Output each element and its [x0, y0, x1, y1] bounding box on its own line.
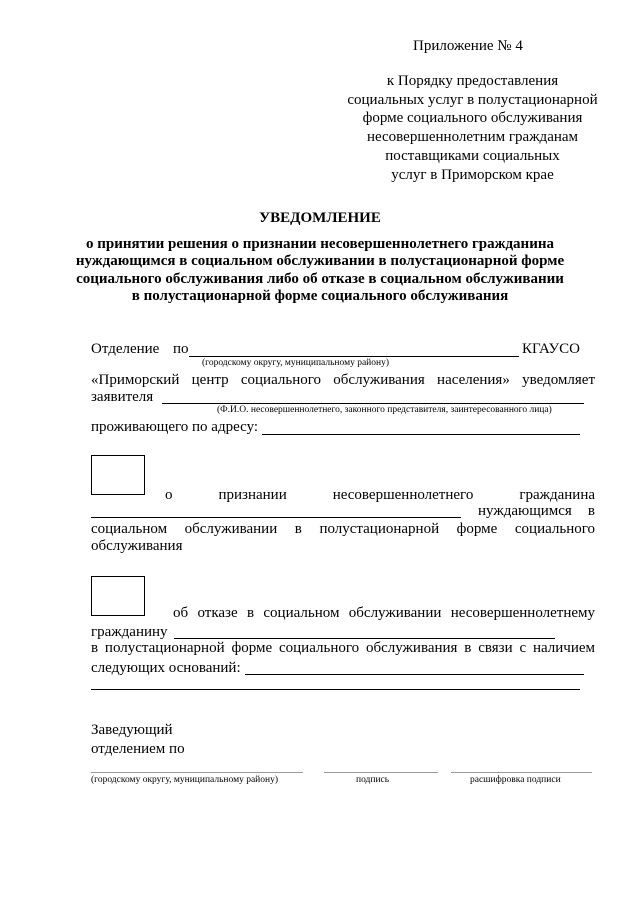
refuse-word: об	[173, 605, 189, 621]
reference-line: несовершеннолетним гражданам	[366, 129, 579, 146]
recognize-line-4: обслуживания	[91, 538, 183, 554]
refuse-word: несовершеннолетнему	[450, 605, 596, 621]
reference-line: поставщиками социальных	[385, 147, 560, 164]
refuse-word: обслуживания в связи с наличием	[365, 640, 596, 656]
signature-sign-field[interactable]	[324, 772, 438, 773]
refuse-line-1	[173, 605, 595, 622]
signature-decode-hint: расшифровка подписи	[470, 775, 561, 785]
recognize-word: форме	[456, 521, 498, 537]
refuse-word: обслуживании	[348, 605, 442, 621]
signature-title-line-2: отделением по	[91, 741, 185, 757]
recognize-checkbox[interactable]	[91, 455, 145, 495]
refuse-word: в	[246, 605, 255, 621]
recognize-line-3	[91, 521, 595, 538]
recognize-word: в	[587, 503, 595, 519]
recognize-word: несовершеннолетнего	[332, 487, 474, 503]
refuse-name-field[interactable]	[174, 638, 555, 639]
org-word: центр	[191, 372, 229, 388]
org-word: «Приморский	[91, 372, 180, 388]
dept-label: Отделение	[91, 341, 160, 357]
recognize-word: гражданина	[519, 487, 596, 503]
reference-line: форме социального обслуживания	[362, 110, 583, 127]
subtitle-line: в полустационарной форме социального обслуживания	[131, 287, 509, 304]
signature-sign-hint: подпись	[356, 775, 390, 785]
subtitle-line: социального обслуживания либо об отказе в социальном обслуживании	[76, 270, 564, 287]
applicant-hint: (Ф.И.О. несовершеннолетнего, законного представителя, заинтересованного лица)	[217, 405, 552, 415]
dept-district-field[interactable]	[189, 356, 519, 357]
recognize-word: о	[165, 487, 173, 503]
org-name-line	[91, 372, 595, 389]
recognize-word: признании	[218, 487, 287, 503]
refuse-word: отказе	[197, 605, 238, 621]
recognize-name-field[interactable]	[91, 517, 461, 518]
recognize-word: социального	[514, 521, 596, 537]
applicant-name-field[interactable]	[162, 403, 584, 404]
refuse-word: социальном	[263, 605, 340, 621]
refuse-word: форме	[231, 640, 273, 656]
recognize-word: нуждающимся	[478, 503, 572, 519]
subtitle-line: нуждающимся в социальном обслуживании в полустационарной форме	[75, 253, 565, 270]
dept-district-hint: (городскому округу, муниципальному району)	[202, 358, 390, 368]
signature-title-line-1: Заведующий	[91, 722, 173, 738]
appendix-number: Приложение № 4	[413, 38, 523, 54]
dept-by: по	[173, 341, 189, 357]
org-word: социального	[240, 372, 322, 388]
recognize-word: социальном	[91, 521, 168, 537]
signature-decode-field[interactable]	[451, 772, 592, 773]
refuse-line-3	[91, 640, 595, 657]
appendix-reference	[330, 72, 615, 184]
recognize-word: обслуживании	[184, 521, 278, 537]
signature-district-field[interactable]	[91, 772, 303, 773]
recognize-word: полустационарной	[319, 521, 440, 537]
reference-line: социальных услуг в полустационарной	[347, 91, 598, 108]
refuse-word: в полустационарной	[91, 640, 225, 656]
recognize-line-1	[165, 487, 595, 504]
signature-district-hint: (городскому округу, муниципальному району)	[91, 775, 279, 785]
address-field[interactable]	[262, 434, 580, 435]
refuse-reasons-label: следующих оснований:	[91, 660, 241, 676]
org-word: обслуживания	[333, 372, 425, 388]
org-word: уведомляет	[522, 372, 595, 388]
recognize-word: в	[294, 521, 302, 537]
document-title: УВЕДОМЛЕНИЕ	[259, 210, 381, 226]
address-label: проживающего по адресу:	[91, 419, 259, 435]
refuse-reasons-field-2[interactable]	[91, 689, 580, 690]
dept-org: КГАУСО	[522, 341, 581, 357]
refuse-citizen-label: гражданину	[91, 624, 168, 640]
refuse-word: социального	[278, 640, 360, 656]
reference-line: услуг в Приморском крае	[391, 166, 554, 183]
applicant-label: заявителя	[91, 389, 154, 405]
recognize-line-2	[478, 503, 595, 520]
document-subtitle	[60, 236, 580, 305]
org-word: населения»	[437, 372, 510, 388]
refuse-reasons-field-1[interactable]	[245, 674, 584, 675]
reference-line: к Порядку предоставления	[386, 73, 559, 89]
refuse-checkbox[interactable]	[91, 576, 145, 616]
subtitle-line: о принятии решения о признании несовершеннолетнего гражданина	[86, 236, 554, 252]
